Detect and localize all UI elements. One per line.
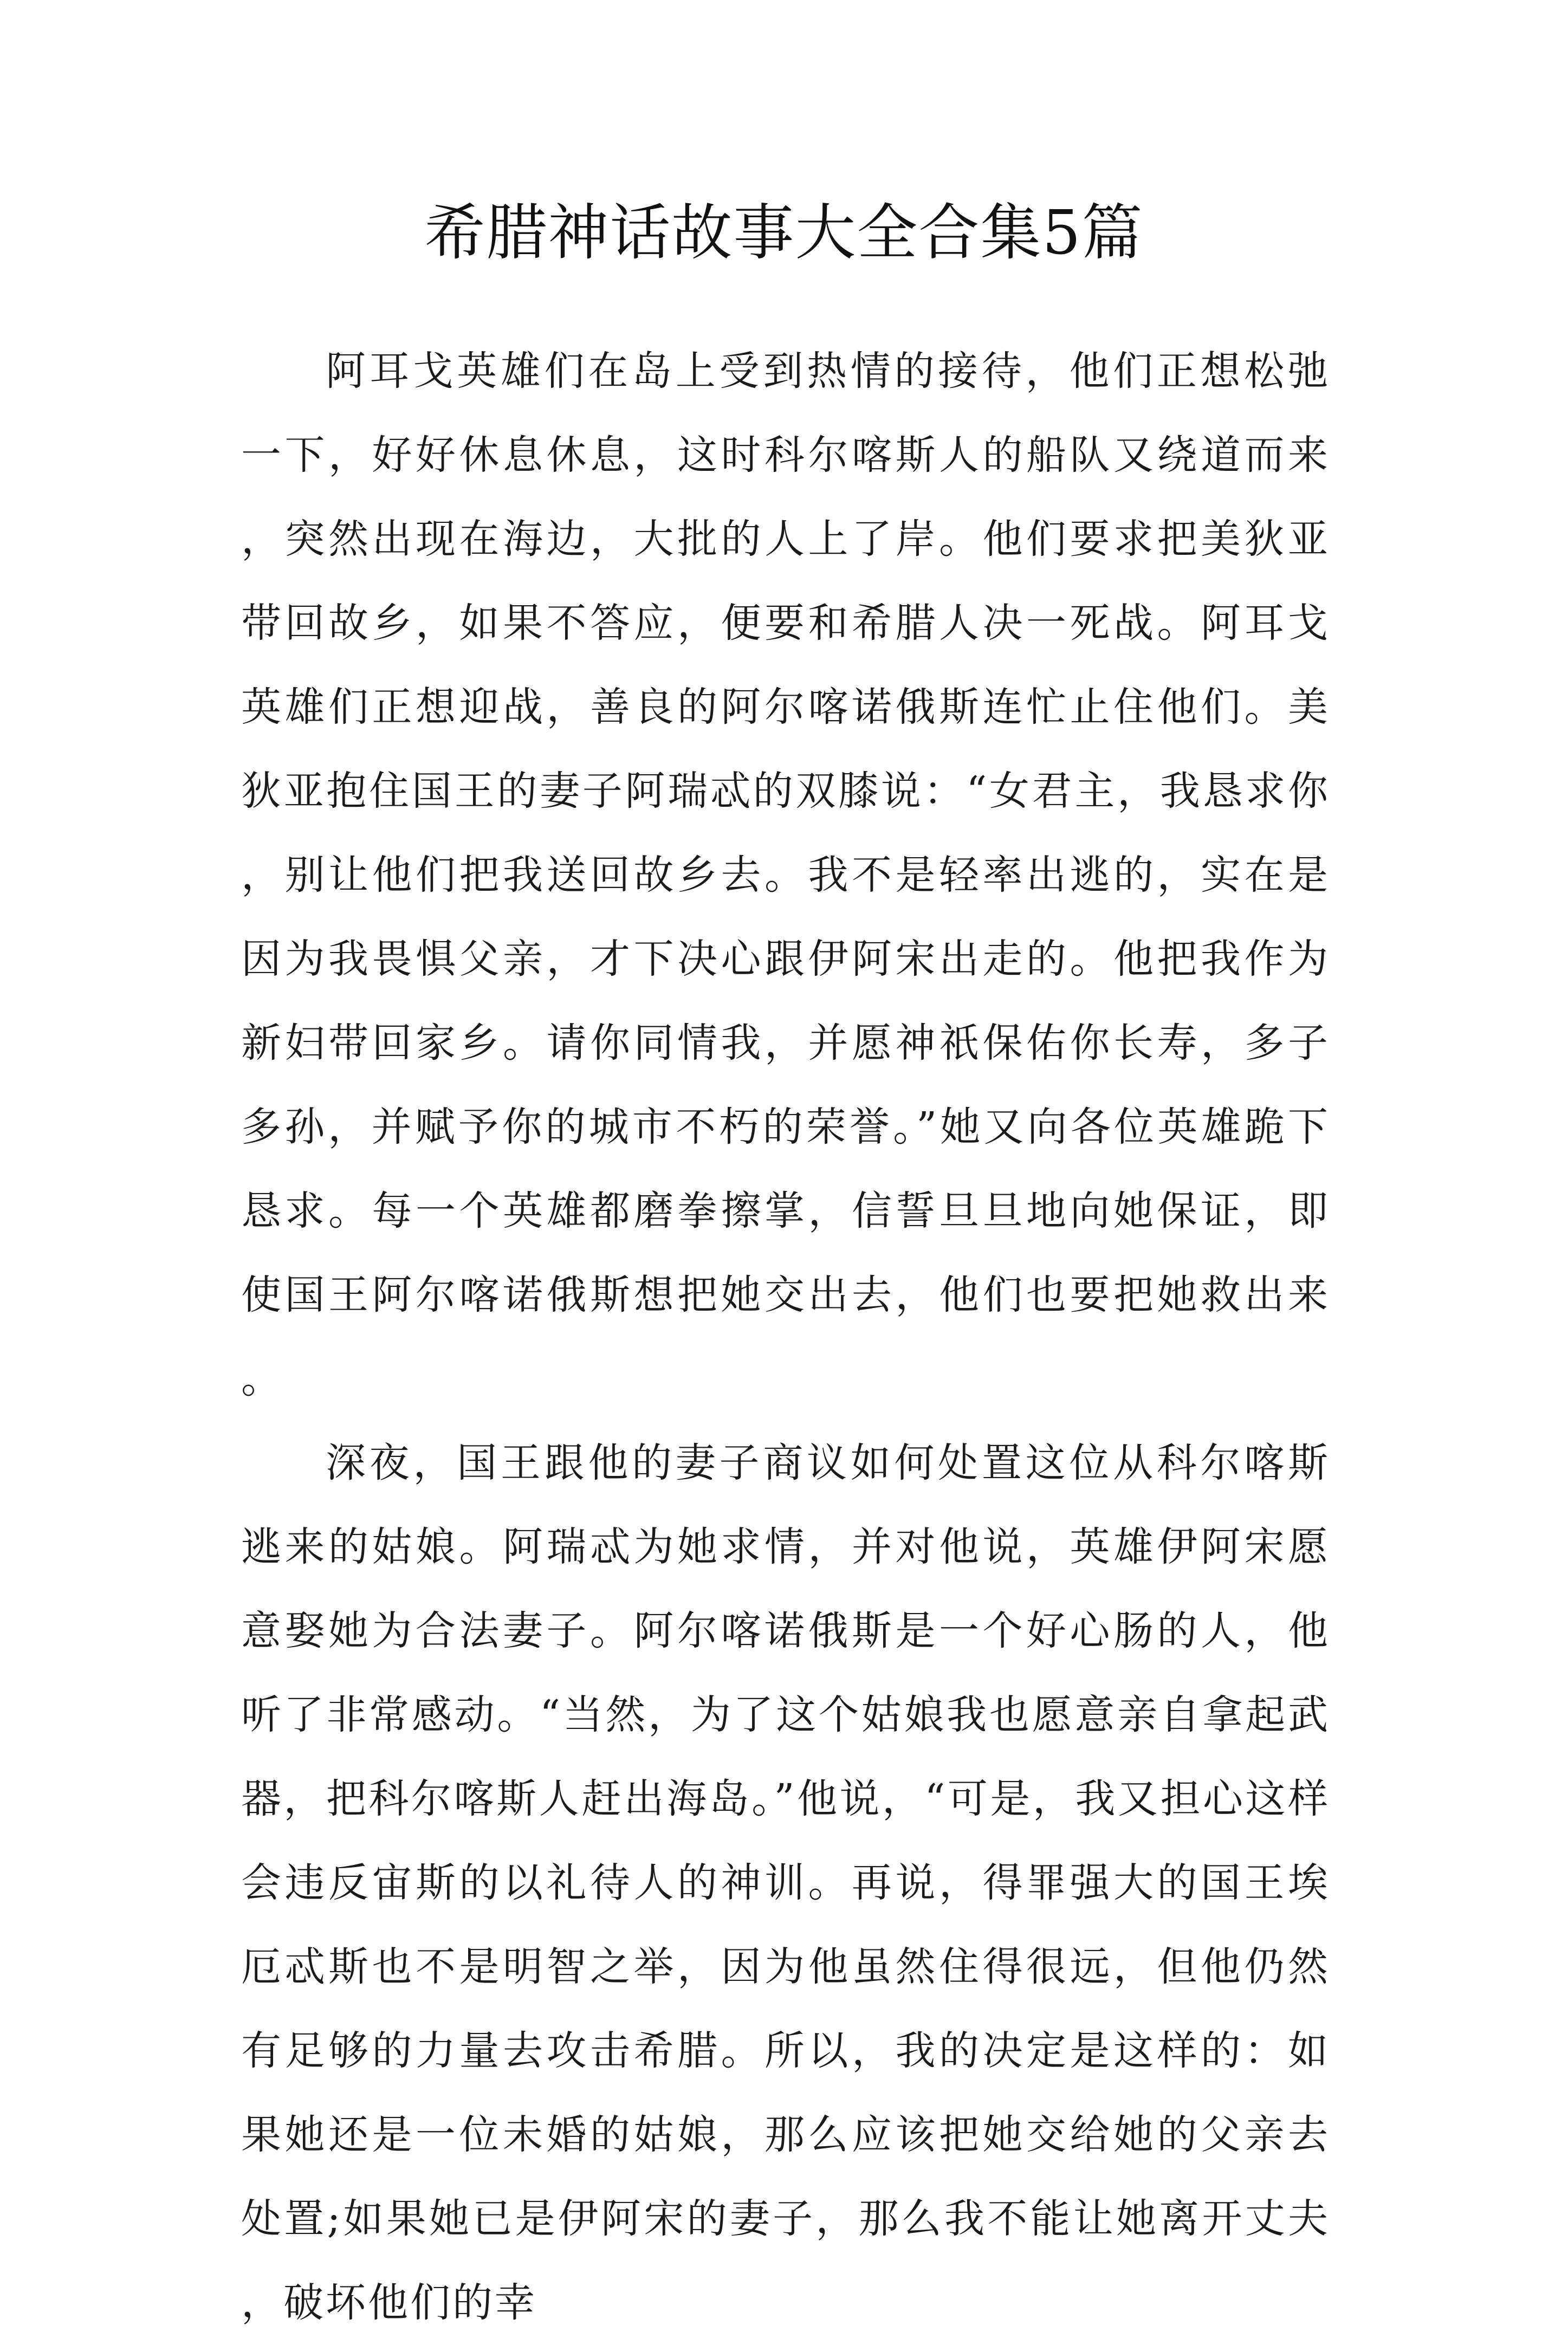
document-body xyxy=(241,329,1330,2345)
paragraph: 阿耳戈英雄们在岛上受到热情的接待，他们正想松弛一下，好好休息休息，这时科尔喀斯人的船队又绕道而来，突然出现在海边，大批的人上了岸。他们要求把美狄亚带回故乡，如果不答应，便要和希腊人决一死战。阿耳戈英雄们正想迎战，善良的阿尔喀诺俄斯连忙止住他们。美狄亚抱住国王的妻子阿瑞忒的双膝说：“女君主，我恳求你，别让他们把我送回故乡去。我不是轻率出逃的，实在是因为我畏惧父亲，才下决心跟伊阿宋出走的。他把我作为新妇带回家乡。请你同情我，并愿神祇保佑你长寿，多子多孙，并赋予你的城市不朽的荣誉。”她又向各位英雄跪下恳求。每一个英雄都磨拳擦掌，信誓旦旦地向她保证，即使国王阿尔喀诺俄斯想把她交出去，他们也要把她救出来。 xyxy=(241,348,1330,1402)
document-title: 希腊神话故事大全合集5篇 xyxy=(424,198,1144,268)
paragraph: 深夜，国王跟他的妻子商议如何处置这位从科尔喀斯逃来的姑娘。阿瑞忒为她求情，并对他说，英雄伊阿宋愿意娶她为合法妻子。阿尔喀诺俄斯是一个好心肠的人，他听了非常感动。“当然，为了这个姑娘我也愿意亲自拿起武器，把科尔喀斯人赶出海岛。”他说，“可是，我又担心这样会违反宙斯的以礼待人的神训。再说，得罪强大的国王埃厄忒斯也不是明智之举，因为他虽然住得很远，但他仍然有足够的力量去攻击希腊。所以，我的决定是这样的：如果她还是一位未婚的姑娘，那么应该把她交给她的父亲去处置;如果她已是伊阿宋的妻子，那么我不能让她离开丈夫，破坏他们的幸 xyxy=(241,1440,1330,2326)
